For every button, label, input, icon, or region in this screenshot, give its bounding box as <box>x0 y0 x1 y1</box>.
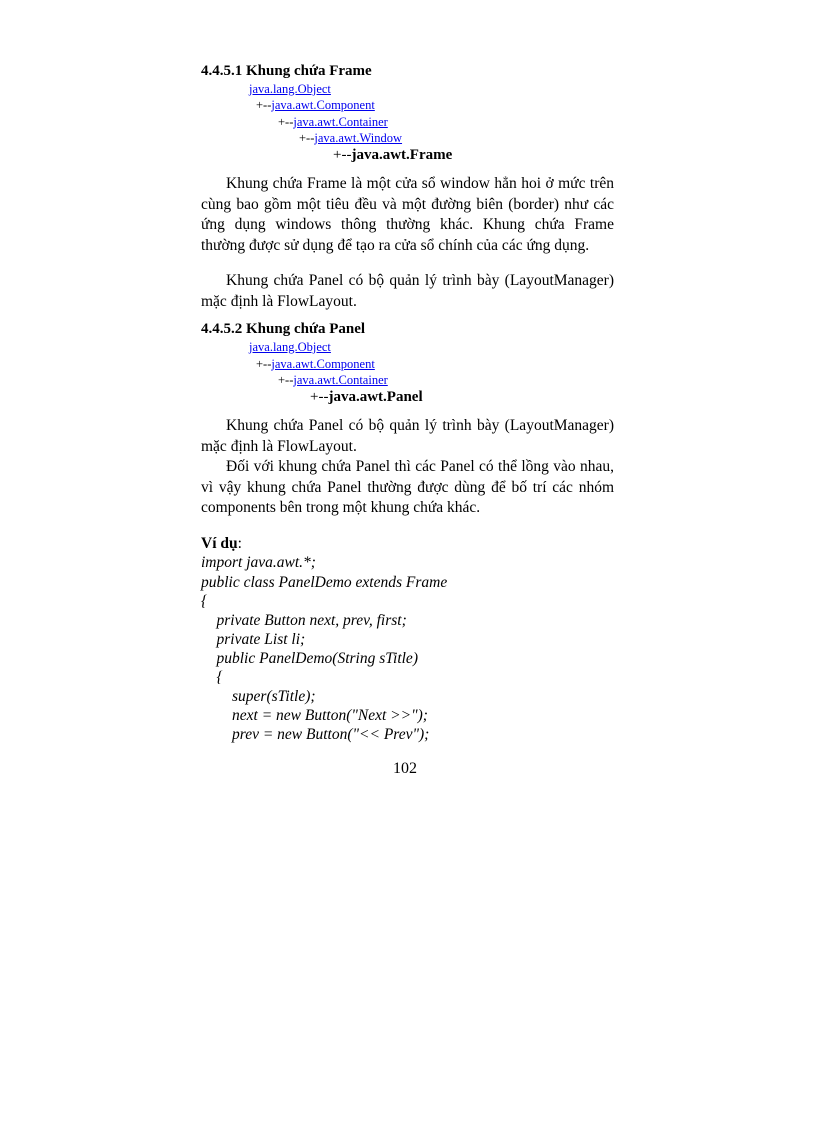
paragraph-frame-description: Khung chứa Frame là một cửa sổ window hẳn hoi ở mức trên cùng bao gồm một tiêu đều và một đường biên (border) như các ứng dụng windows thông thường khác. Khung chứa Frame thường được sử dụng để tạo ra cửa sổ chính của các ứng dụng. <box>201 175 614 254</box>
page-number: 102 <box>393 760 417 777</box>
code-line: private List li; <box>201 631 306 648</box>
paragraph-frame-layout: Khung chứa Panel có bộ quản lý trình bày (LayoutManager) mặc định là FlowLayout. <box>201 272 614 310</box>
section-heading-frame: 4.4.5.1 Khung chứa Frame <box>201 63 372 79</box>
paragraph-panel-nesting: Đối với khung chứa Panel thì các Panel có thể lồng vào nhau, vì vậy khung chứa Panel thường được dùng để bố trí các nhóm components bên trong một khung chứa khác. <box>201 458 614 517</box>
current-class-panel: java.awt.Panel <box>328 389 423 405</box>
example-label <box>201 534 242 554</box>
tree-prefix: +-- <box>278 115 294 129</box>
class-link-component[interactable]: java.awt.Component <box>271 98 375 112</box>
paragraph-panel-layout: Khung chứa Panel có bộ quản lý trình bày (LayoutManager) mặc định là FlowLayout. <box>201 417 614 455</box>
tree-line <box>278 114 388 130</box>
code-line: prev = new Button("<< Prev"); <box>201 726 430 743</box>
section-heading-panel: 4.4.5.2 Khung chứa Panel <box>201 321 366 337</box>
class-link-window[interactable]: java.awt.Window <box>314 131 403 145</box>
code-line: { <box>201 593 208 610</box>
code-line: public class PanelDemo extends Frame <box>201 574 448 591</box>
tree-line <box>249 81 331 97</box>
example-label-text: Ví dụ <box>201 535 238 552</box>
tree-prefix: +-- <box>333 147 352 163</box>
tree-prefix: +-- <box>278 373 294 387</box>
tree-prefix: +-- <box>310 389 329 405</box>
current-class-frame: java.awt.Frame <box>351 147 453 163</box>
tree-prefix: +-- <box>256 357 272 371</box>
tree-current-class <box>333 146 452 164</box>
tree-line <box>278 372 388 388</box>
example-label-colon: : <box>237 535 242 552</box>
code-line: super(sTitle); <box>201 688 316 705</box>
tree-line <box>249 339 331 355</box>
tree-current-class <box>310 388 423 406</box>
class-link-container[interactable]: java.awt.Container <box>293 373 388 387</box>
code-line: private Button next, prev, first; <box>201 612 407 629</box>
class-link-object[interactable]: java.lang.Object <box>249 82 331 96</box>
tree-line <box>299 130 402 146</box>
tree-line <box>256 97 375 113</box>
tree-prefix: +-- <box>256 98 272 112</box>
tree-line <box>256 356 375 372</box>
class-link-component[interactable]: java.awt.Component <box>271 357 375 371</box>
tree-prefix: +-- <box>299 131 315 145</box>
code-line: next = new Button("Next >>"); <box>201 707 428 724</box>
code-line: public PanelDemo(String sTitle) <box>201 650 418 667</box>
code-line: { <box>201 669 223 686</box>
class-link-container[interactable]: java.awt.Container <box>293 115 388 129</box>
class-link-object[interactable]: java.lang.Object <box>249 340 331 354</box>
code-line: import java.awt.*; <box>201 554 316 571</box>
